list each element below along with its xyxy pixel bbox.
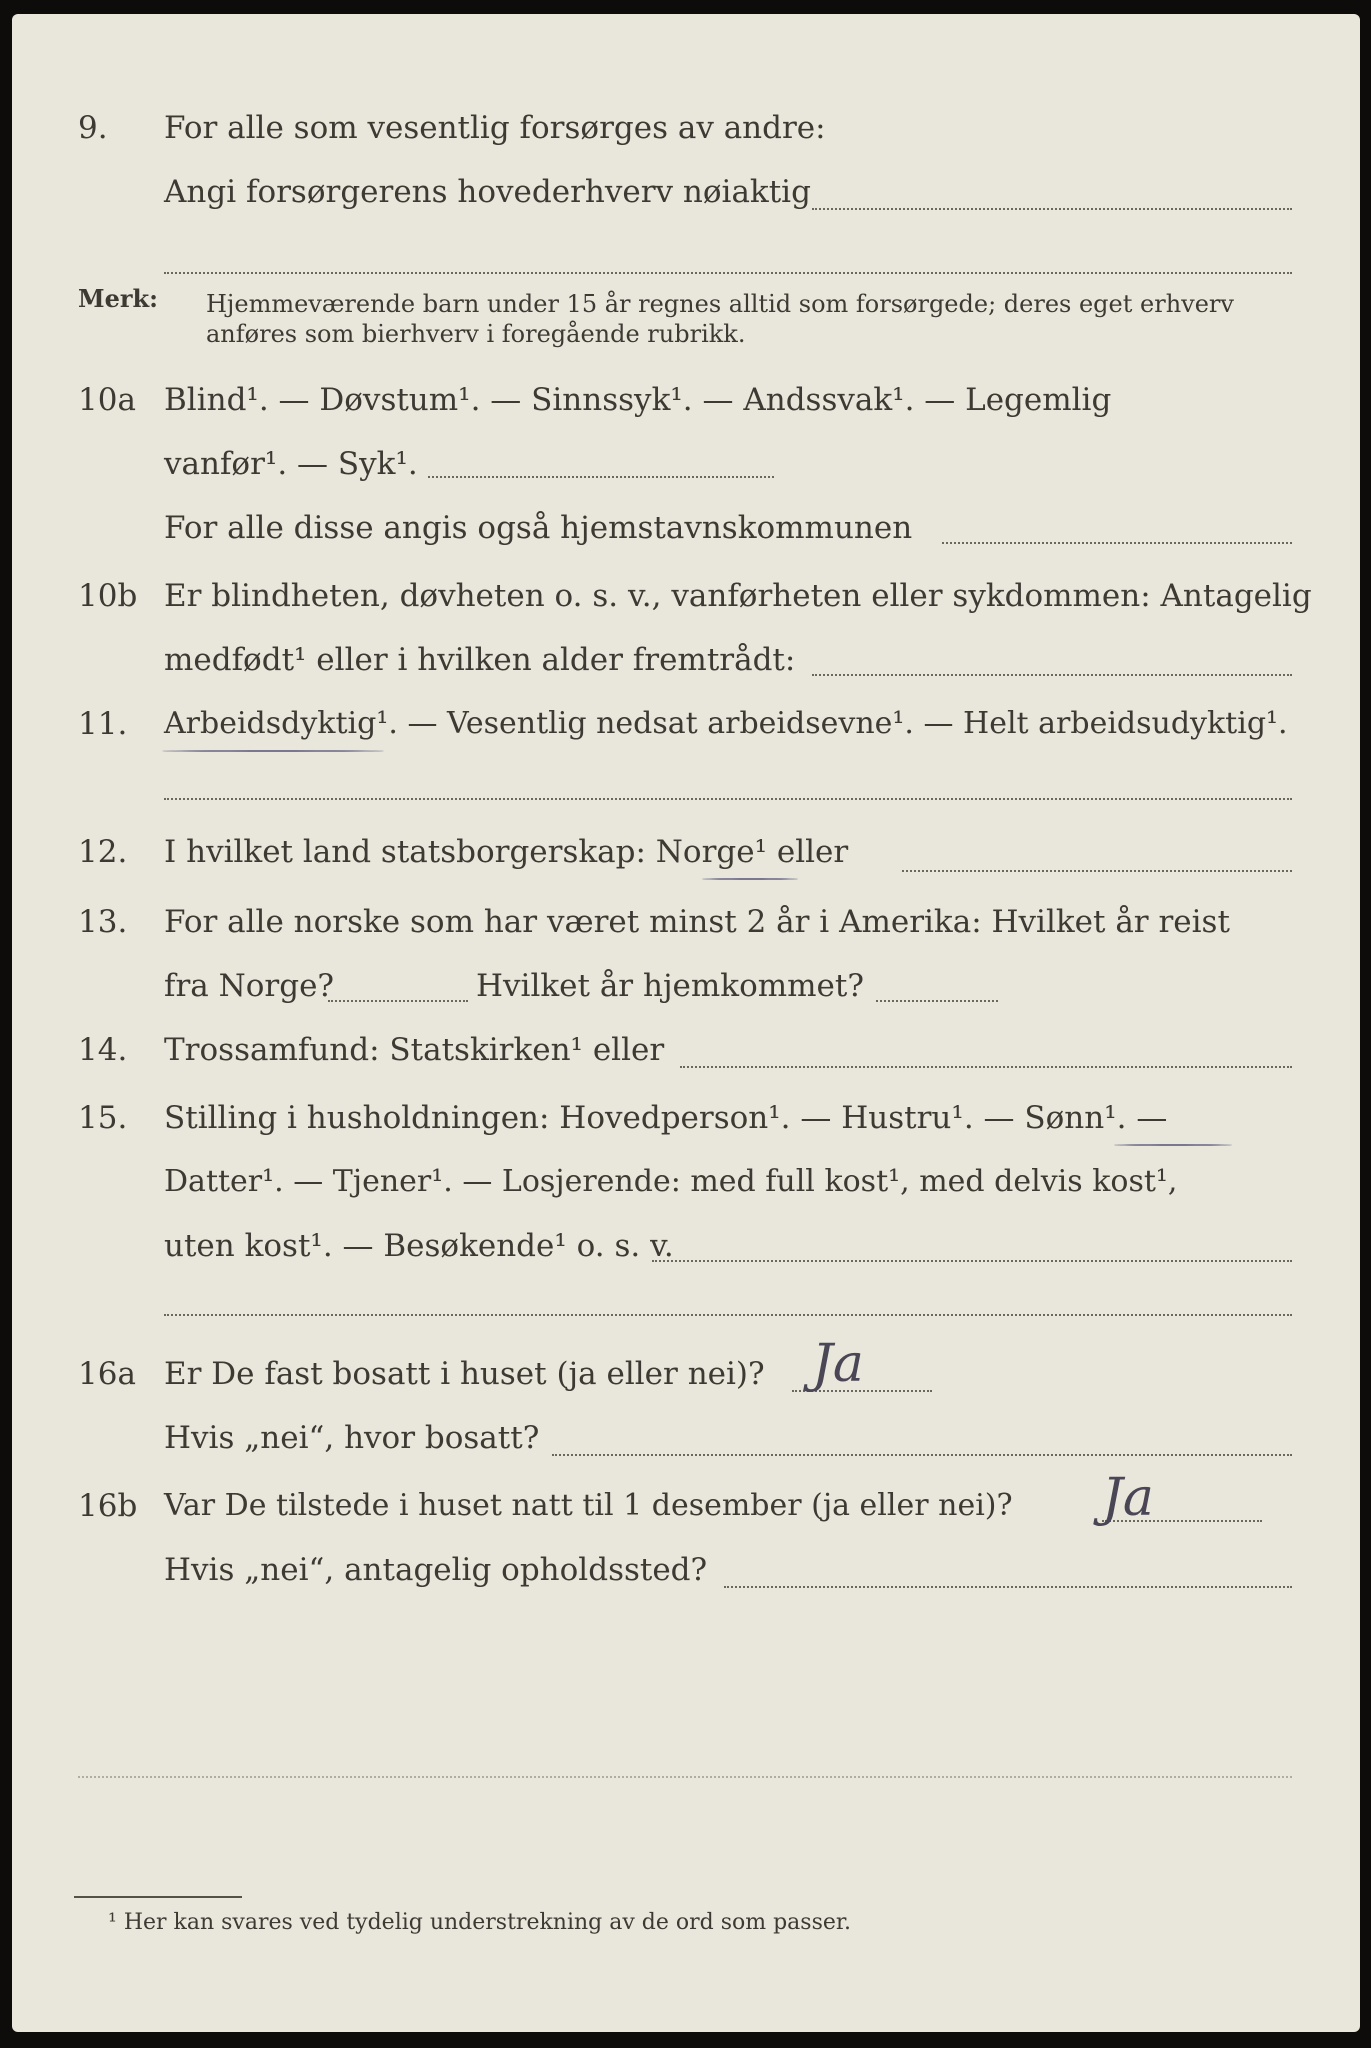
q15-line1: Stilling i husholdningen: Hovedperson¹. — Hustru¹. — Sønn¹. — (164, 1100, 1168, 1136)
q13-reist-line[interactable] (328, 1000, 468, 1002)
q15-answer-line2[interactable] (164, 1314, 1292, 1316)
q13-number: 13. (78, 904, 128, 940)
q11-number: 11. (78, 706, 128, 742)
q10a-hjemstavn-line[interactable] (942, 542, 1292, 544)
footnote-rule (74, 1896, 242, 1898)
q13-line2b: Hvilket år hjemkommet? (476, 968, 864, 1004)
q12-answer-line[interactable] (902, 870, 1292, 872)
footnote-text: ¹ Her kan svares ved tydelig understrekning av de ord som passer. (108, 1910, 851, 1935)
q10b-answer-line[interactable] (812, 674, 1292, 676)
q10a-line1: Blind¹. — Døvstum¹. — Sinnssyk¹. — Andssvak¹. — Legemlig (164, 382, 1112, 418)
q10a-answer-line[interactable] (428, 476, 774, 478)
q15-answer-line[interactable] (652, 1260, 1292, 1262)
q13-line1: For alle norske som har været minst 2 år i Amerika: Hvilket år reist (164, 904, 1230, 940)
q14-number: 14. (78, 1032, 128, 1068)
q15-number: 15. (78, 1100, 128, 1136)
q12-line1: I hvilket land statsborgerskap: Norge¹ eller (164, 834, 849, 870)
q16a-line1: Er De fast bosatt i huset (ja eller nei)? (164, 1356, 765, 1392)
merk-line1: Hjemmeværende barn under 15 år regnes alltid som forsørgede; deres eget erhverv (206, 290, 1234, 318)
q10b-number: 10b (78, 578, 138, 614)
q16a-handwritten-answer: Ja (812, 1334, 864, 1394)
q10b-line1: Er blindheten, døvheten o. s. v., vanførheten eller sykdommen: Antagelig (164, 578, 1312, 614)
q9-text-line2: Angi forsørgerens hovederhverv nøiaktig (164, 174, 811, 210)
q13-hjemkommet-line[interactable] (876, 1000, 998, 1002)
q12-underline-mark (702, 878, 798, 880)
q15-line3: uten kost¹. — Besøkende¹ o. s. v. (164, 1228, 674, 1264)
q10a-number: 10a (78, 382, 136, 418)
q12-number: 12. (78, 834, 128, 870)
merk-line2: anføres som bierhverv i foregående rubrikk. (206, 320, 746, 348)
q16b-line2: Hvis „nei“, antagelig opholdssted? (164, 1552, 708, 1588)
q13-line2a: fra Norge? (164, 968, 335, 1004)
q15-underline-mark (1114, 1144, 1232, 1146)
q9-text-line1: For alle som vesentlig forsørges av andre: (164, 110, 826, 146)
q10b-line2: medfødt¹ eller i hvilken alder fremtrådt: (164, 642, 796, 678)
q16b-handwritten-answer: Ja (1102, 1468, 1154, 1528)
q9-number: 9. (78, 110, 108, 146)
q14-line1: Trossamfund: Statskirken¹ eller (164, 1032, 665, 1068)
q9-answer-line2[interactable] (164, 272, 1292, 274)
q16b-line1: Var De tilstede i huset natt til 1 desember (ja eller nei)? (164, 1488, 1013, 1523)
q16a-number: 16a (78, 1356, 136, 1392)
q11-answer-line[interactable] (164, 798, 1292, 800)
q16b-number: 16b (78, 1488, 138, 1524)
q10a-line2: vanfør¹. — Syk¹. (164, 446, 418, 482)
q16a-line2: Hvis „nei“, hvor bosatt? (164, 1420, 540, 1456)
q15-line2: Datter¹. — Tjener¹. — Losjerende: med full kost¹, med delvis kost¹, (164, 1164, 1178, 1199)
q10a-line3: For alle disse angis også hjemstavnskommunen (164, 510, 913, 546)
census-form-page (12, 14, 1360, 2032)
q11-underline-mark (162, 750, 384, 752)
q14-answer-line[interactable] (680, 1066, 1292, 1068)
q9-answer-line[interactable] (812, 208, 1292, 210)
extra-rule (78, 1776, 1292, 1778)
merk-label: Merk: (78, 284, 158, 313)
q16a-bosatt-line[interactable] (552, 1454, 1292, 1456)
q11-line1: Arbeidsdyktig¹. — Vesentlig nedsat arbeidsevne¹. — Helt arbeidsudyktig¹. (164, 706, 1288, 741)
q16b-opholdssted-line[interactable] (724, 1586, 1292, 1588)
